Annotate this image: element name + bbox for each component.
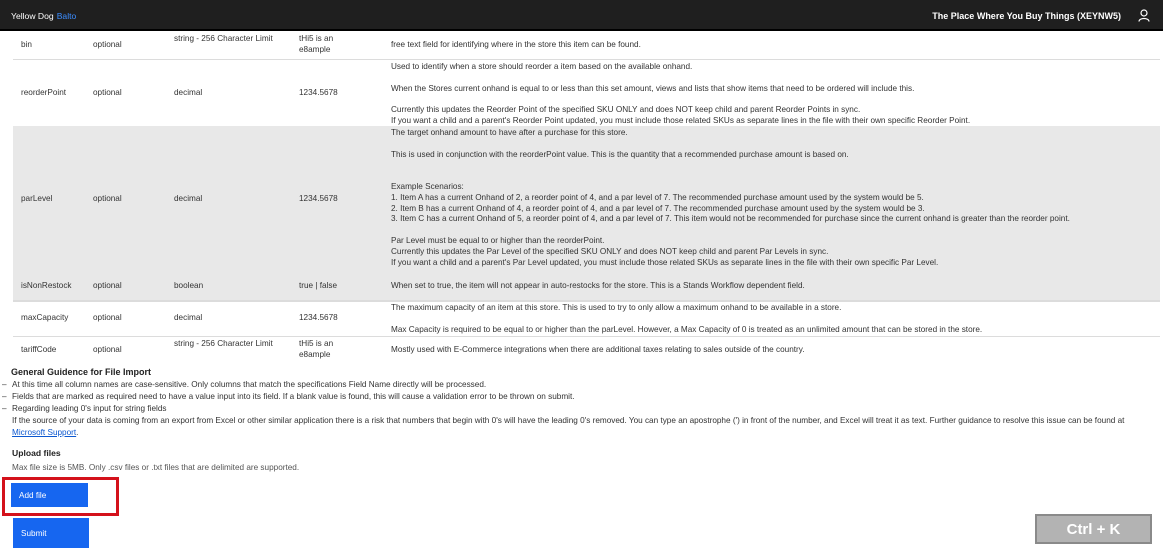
field-required: optional <box>93 281 122 290</box>
table-row <box>13 337 1160 367</box>
field-description: Used to identify when a store should reorder a item based on the available onhand. When the Stores current onhand is equal to or less than this set amount, views and lists that show items that need to be ordered will include this. Currently this updates the Reorder Point of the specified SKU ONLY and does NOT keep child and parent Reorder Points in sync. If you want a child and a parent's Reorder Point updated, you must include those related SKUs as separate lines in the file with their own specific Reorder Point. <box>391 62 971 125</box>
field-name: parLevel <box>21 194 53 203</box>
table-row <box>13 271 1160 301</box>
guidance-bullet: – At this time all column names are case-sensitive. Only columns that match the specifications Field Name directly will be processed. <box>2 379 1157 391</box>
table-row <box>13 301 1160 337</box>
field-type: boolean <box>174 281 204 290</box>
upload-hint: Max file size is 5MB. Only .csv files or .txt files that are delimited are supported. <box>12 463 300 472</box>
field-example: tHi5 is an e8ample <box>299 34 334 54</box>
upload-title: Upload files <box>12 448 61 458</box>
field-example: tHi5 is an e8ample <box>299 339 334 359</box>
field-required: optional <box>93 40 122 49</box>
field-name: maxCapacity <box>21 313 69 322</box>
field-description: The target onhand amount to have after a purchase for this store. This is used in conjunction with the reorderPoint value. This is the quantity that a recommended purchase amount is based on. Example Scenarios: 1. Item A has a current Onhand of 2, a reorder point of 4, and a par level of 7. The recommended purchase amount used by the system would be 5. 2. Item B has a current Onhand of 4, a reorder point of 4, and a par level of 7. The recommended purchase amount used by the system would be 3. 3. Item C has a current Onhand of 5, a reorder point of 4, and a par level of 7. This item would not be recommended for purchase since the current onhand is greater than the reorder point. Par Level must be equal to or higher than the reorderPoint. Currently this updates the Par Level of the specified SKU ONLY and does NOT keep child and parent Par Levels in sync. If you want a child and a parent's Par Level updated, you must include those related SKUs as separate lines in the file with their own specific Par Level. <box>391 128 1070 267</box>
field-type: decimal <box>174 88 203 97</box>
field-required: optional <box>93 313 122 322</box>
field-example: 1234.5678 <box>299 88 338 97</box>
field-type: string - 256 Character Limit <box>174 34 273 43</box>
brand[interactable] <box>11 11 76 21</box>
guidance-paragraph <box>2 415 1157 439</box>
field-example: true | false <box>299 281 338 290</box>
field-name: reorderPoint <box>21 88 67 97</box>
field-description: free text field for identifying where in the store this item can be found. <box>391 40 641 49</box>
microsoft-support-link[interactable]: Microsoft Support <box>12 428 77 437</box>
guidance-list <box>2 379 1157 439</box>
field-name: isNonRestock <box>21 281 72 290</box>
field-name: tariffCode <box>21 345 57 354</box>
user-icon[interactable] <box>1138 9 1150 22</box>
field-type: string - 256 Character Limit <box>174 339 273 348</box>
add-file-button[interactable]: Add file <box>11 483 88 507</box>
field-example: 1234.5678 <box>299 194 338 203</box>
field-type: decimal <box>174 313 203 322</box>
table-row <box>13 31 1160 60</box>
guidance-text-end: . <box>76 428 79 437</box>
keyboard-shortcut-badge: Ctrl + K <box>1035 514 1152 544</box>
top-bar <box>0 0 1163 31</box>
guidance-bullet: – Fields that are marked as required need to have a value input into its field. If a blank value is found, this will cause a validation error to be thrown on submit. <box>2 391 1157 403</box>
brand-sub: Balto <box>56 11 77 21</box>
submit-button[interactable]: Submit <box>13 518 89 548</box>
field-required: optional <box>93 88 122 97</box>
field-name: bin <box>21 40 32 49</box>
guidance-title: General Guidence for File Import <box>11 367 152 377</box>
field-example: 1234.5678 <box>299 313 338 322</box>
field-description: When set to true, the item will not appear in auto-restocks for the store. This is a Stands Workflow dependent field. <box>391 281 805 290</box>
field-type: decimal <box>174 194 203 203</box>
field-required: optional <box>93 345 122 354</box>
field-required: optional <box>93 194 122 203</box>
guidance-text: If the source of your data is coming from an export from Excel or other similar application there is a risk that numbers that begin with 0's will have the leading 0's removed. You can type an apostrophe (') in front of the number, and Excel will treat it as text. Further guidance to resolve this issue can be found at <box>12 416 1125 425</box>
brand-name: Yellow Dog <box>11 11 54 21</box>
org-name[interactable]: The Place Where You Buy Things (XEYNW5) <box>932 11 1121 21</box>
field-description: Mostly used with E-Commerce integrations when there are additional taxes relating to sales outside of the country. <box>391 345 805 354</box>
field-description: The maximum capacity of an item at this store. This is used to try to only allow a maximum onhand to be available in a store. Max Capacity is required to be equal to or higher than the parLevel. However, a Max Capacity of 0 is treated as an unlimited amount that can be stored in the store. <box>391 303 983 334</box>
guidance-bullet: – Regarding leading 0's input for string fields <box>2 403 1157 415</box>
